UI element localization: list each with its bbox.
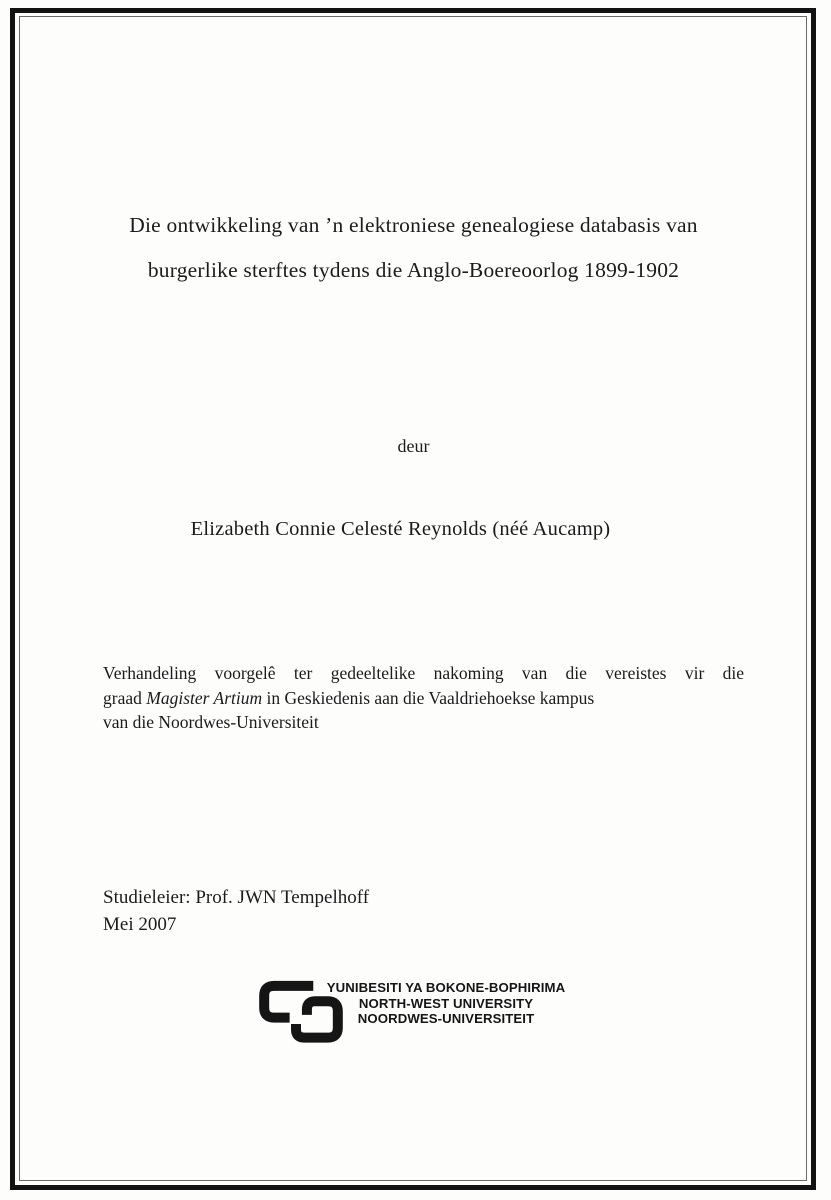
submission-line-1: Verhandeling voorgelê ter gedeeltelike nakoming van die vereistes vir die [103,663,744,683]
university-logo [256,974,586,1060]
logo-line-setswana: YUNIBESITI YA BOKONE-BOPHIRIMA [326,980,566,995]
logo-line-english: NORTH-WEST UNIVERSITY [358,995,534,1011]
title-line-2: burgerlike sterftes tydens die Anglo-Boereoorlog 1899-1902 [147,258,680,282]
submission-line-2 [103,686,744,711]
title-line-1: Die ontwikkeling van ’n elektroniese genealogiese databasis van [129,213,698,237]
logo-line-afrikaans: NOORDWES-UNIVERSITEIT [357,1011,535,1027]
author-name: Elizabeth Connie Celesté Reynolds (néé Aucamp) [190,518,611,540]
degree-prefix: graad [103,687,147,708]
supervisor-line: Studieleier: Prof. JWN Tempelhoff [103,887,370,908]
supervisor-block [103,884,369,938]
degree-suffix: in Geskiedenis aan die Vaaldriehoekse kampus [262,687,595,708]
degree-name: Magister Artium [146,687,263,708]
submission-statement [103,661,744,735]
logo-wordmark [317,980,575,1027]
page-title [60,203,767,293]
submission-line-3: van die Noordwes-Universiteit [103,712,319,732]
date-line: Mei 2007 [103,914,177,935]
byline-label: deur [397,436,430,456]
